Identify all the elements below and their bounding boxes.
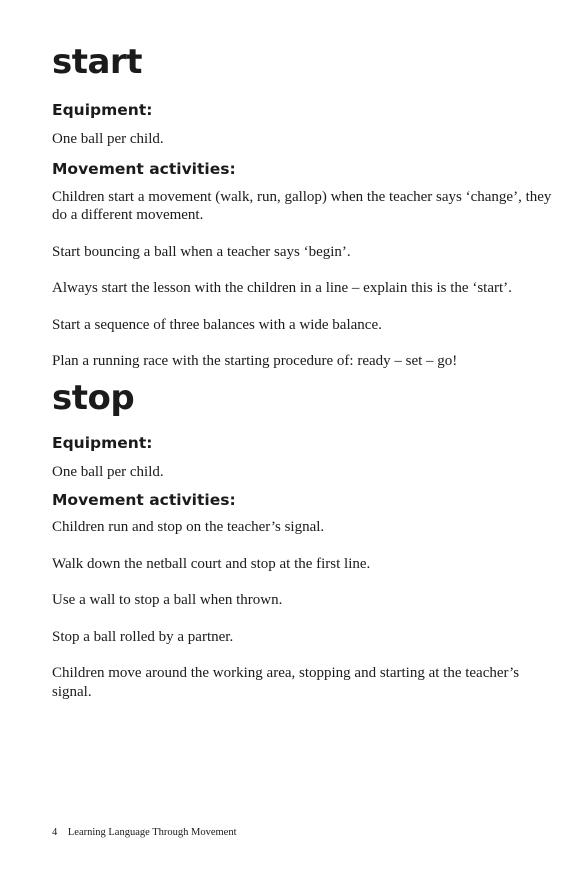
equipment-text: One ball per child.	[52, 463, 164, 480]
activity-item: Children run and stop on the teacher’s signal.	[52, 519, 325, 535]
page-footer	[52, 826, 237, 840]
activity-item: Start bouncing a ball when a teacher says ‘begin’.	[52, 243, 351, 260]
activities-heading: Movement activities:	[52, 159, 236, 178]
section-title: stop	[52, 377, 135, 418]
activities-heading: Movement activities:	[52, 491, 236, 509]
activities-list	[52, 518, 552, 701]
activity-item: Walk down the netball court and stop at the first line.	[52, 555, 371, 572]
section-start	[52, 40, 552, 371]
equipment-heading: Equipment:	[52, 433, 153, 452]
activity-item: Always start the lesson with the children in a line – explain this is the ‘start’.	[52, 280, 512, 296]
activity-item: Children move around the working area, stopping and starting at the teacher’s signal.	[52, 665, 520, 700]
equipment-text: One ball per child.	[52, 131, 164, 147]
activity-item: Children start a movement (walk, run, gallop) when the teacher says ‘change’, they do a different movement.	[52, 188, 552, 223]
activity-item: Plan a running race with the starting procedure of: ready – set – go!	[52, 353, 458, 369]
page-number: 4	[52, 827, 58, 838]
activity-item: Start a sequence of three balances with a wide balance.	[52, 316, 382, 333]
activities-list	[52, 188, 552, 371]
equipment-heading: Equipment:	[52, 101, 153, 119]
section-title: start	[52, 42, 142, 82]
activity-item: Stop a ball rolled by a partner.	[52, 628, 234, 645]
activity-item: Use a wall to stop a ball when thrown.	[52, 592, 283, 608]
book-title: Learning Language Through Movement	[67, 827, 237, 838]
section-stop	[52, 376, 552, 702]
page-content	[52, 40, 552, 701]
